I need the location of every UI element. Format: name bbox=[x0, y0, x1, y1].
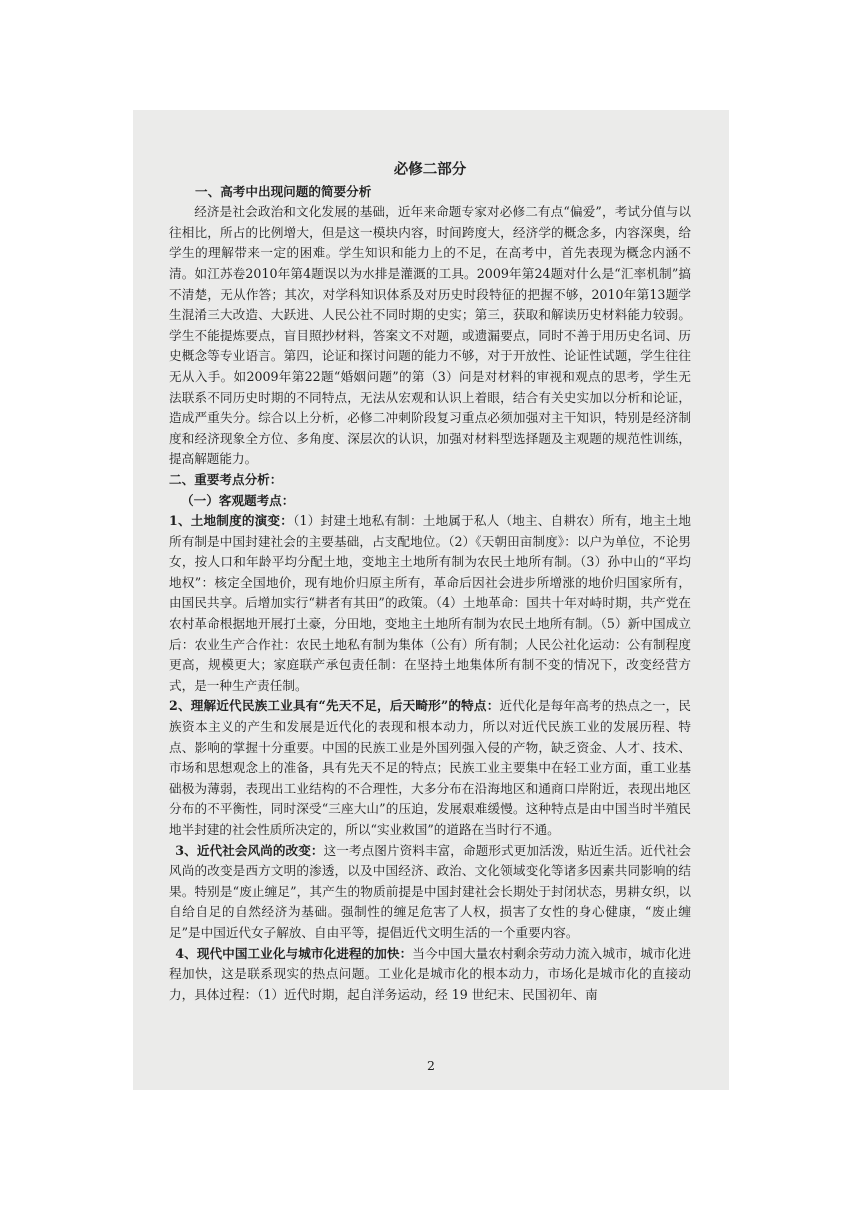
exam-point-3 bbox=[169, 841, 691, 944]
exam-point-title: 2、理解近代民族工业具有“先天不足，后天畸形”的特点： bbox=[169, 698, 500, 714]
exam-point-body: 当今中国大量农村剩余劳动力流入城市，城市化进程加快，这是联系现实的热点问题。工业化是城市化的根本动力，市场化是城市化的直接动力，具体过程：（1）近代时期，起自洋务运动，经 19 世纪末、民国初年、南 bbox=[169, 945, 692, 1002]
page-title: 必修二部分 bbox=[393, 161, 467, 178]
exam-point-body: 这一考点图片资料丰富，命题形式更加活泼，贴近生活。近代社会风尚的改变是西方文明的渗透，以及中国经济、政治、文化领域变化等诸多因素共同影响的结果。特别是“废止缠足”，其产生的物质前提是中国封建社会长期处于封闭状态，男耕女织，以自给自足的自然经济为基础。强制性的缠足危害了人权，损害了女性的身心健康，“废止缠足”是中国近代女子解放、自由平等，提倡近代文明生活的一个重要内容。 bbox=[169, 842, 692, 940]
subsection-heading: （一）客观题考点： bbox=[181, 492, 295, 508]
section-heading-2: 二、重要考点分析： bbox=[169, 471, 283, 487]
exam-point-2 bbox=[169, 696, 691, 840]
exam-point-body: 近代化是每年高考的热点之一，民族资本主义的产生和发展是近代化的表现和根本动力，所以对近代民族工业的发展历程、特点、影响的掌握十分重要。中国的民族工业是外国列强入侵的产物，缺乏资金、人才、技术、市场和思想观念上的准备，具有先天不足的特点；民族工业主要集中在轻工业方面，重工业基础极为薄弱，表现出工业结构的不合理性，大多分布在沿海地区和通商口岸附近，表现出地区分布的不平衡性，同时深受“三座大山”的压迫，发展艰难缓慢。这种特点是由中国当时半殖民地半封建的社会性质所决定的，所以“实业救国”的道路在当时行不通。 bbox=[169, 698, 691, 837]
scanned-page bbox=[133, 110, 729, 1090]
page-number: 2 bbox=[427, 1058, 435, 1073]
exam-point-title: 1、土地制度的演变： bbox=[169, 513, 294, 529]
exam-point-title: 3、近代社会风尚的改变： bbox=[175, 842, 324, 858]
section-heading-1: 一、高考中出现问题的简要分析 bbox=[195, 183, 372, 199]
exam-point-1 bbox=[169, 511, 691, 696]
exam-point-body: （1）封建土地私有制：土地属于私人（地主、自耕农）所有，地主土地所有制是中国封建社会的主要基础，占支配地位。（2）《天朝田亩制度》：以户为单位，不论男女，按人口和年龄平均分配土地，变地主土地所有制为农民土地所有制。（3）孙中山的“平均地权”：核定全国地价，现有地价归原主所有，革命后因社会进步所增涨的地价归国家所有，由国民共享。后增加实行“耕者有其田”的政策。（4）土地革命：国共十年对峙时期，共产党在农村革命根据地开展打土豪，分田地，变地主土地所有制为农民土地所有制。（5）新中国成立后：农业生产合作社：农民土地私有制为集体（公有）所有制；人民公社化运动：公有制程度更高，规模更大；家庭联产承包责任制：在坚持土地集体所有制不变的情况下，改变经营方式，是一种生产责任制。 bbox=[169, 513, 692, 693]
analysis-paragraph: 经济是社会政治和文化发展的基础，近年来命题专家对必修二有点“偏爱”，考试分值与以往相比，所占的比例增大，但是这一模块内容，时间跨度大，经济学的概念多，内容深奥，给学生的理解带来一定的困难。学生知识和能力上的不足，在高考中，首先表现为概念内涵不清。如江苏卷2010年第4题误以为水排是灌溉的工具。2009年第24题对什么是“汇率机制”搞不清楚，无从作答；其次，对学科知识体系及对历史时段特征的把握不够，2010年第13题学生混淆三大改造、大跃进、人民公社不同时期的史实；第三，获取和解读历史材料能力较弱。学生不能提炼要点，盲目照抄材料，答案文不对题，或遗漏要点，同时不善于用历史名词、历史概念等专业语言。第四，论证和探讨问题的能力不够，对于开放性、论证性试题，学生往往无从入手。如2009年第22题“婚姻问题”的第（3）问是对材料的审视和观点的思考，学生无法联系不同历史时期的不同特点，无法从宏观和认识上着眼，结合有关史实加以分析和论证，造成严重失分。综合以上分析，必修二冲刺阶段复习重点必须加强对主干知识，特别是经济制度和经济现象全方位、多角度、深层次的认识，加强对材料型选择题及主观题的规范性训练，提高解题能力。 bbox=[169, 204, 691, 467]
exam-point-4 bbox=[169, 944, 691, 1006]
exam-point-title: 4、现代中国工业化与城市化进程的加快： bbox=[175, 945, 413, 961]
page-content bbox=[169, 160, 691, 1005]
